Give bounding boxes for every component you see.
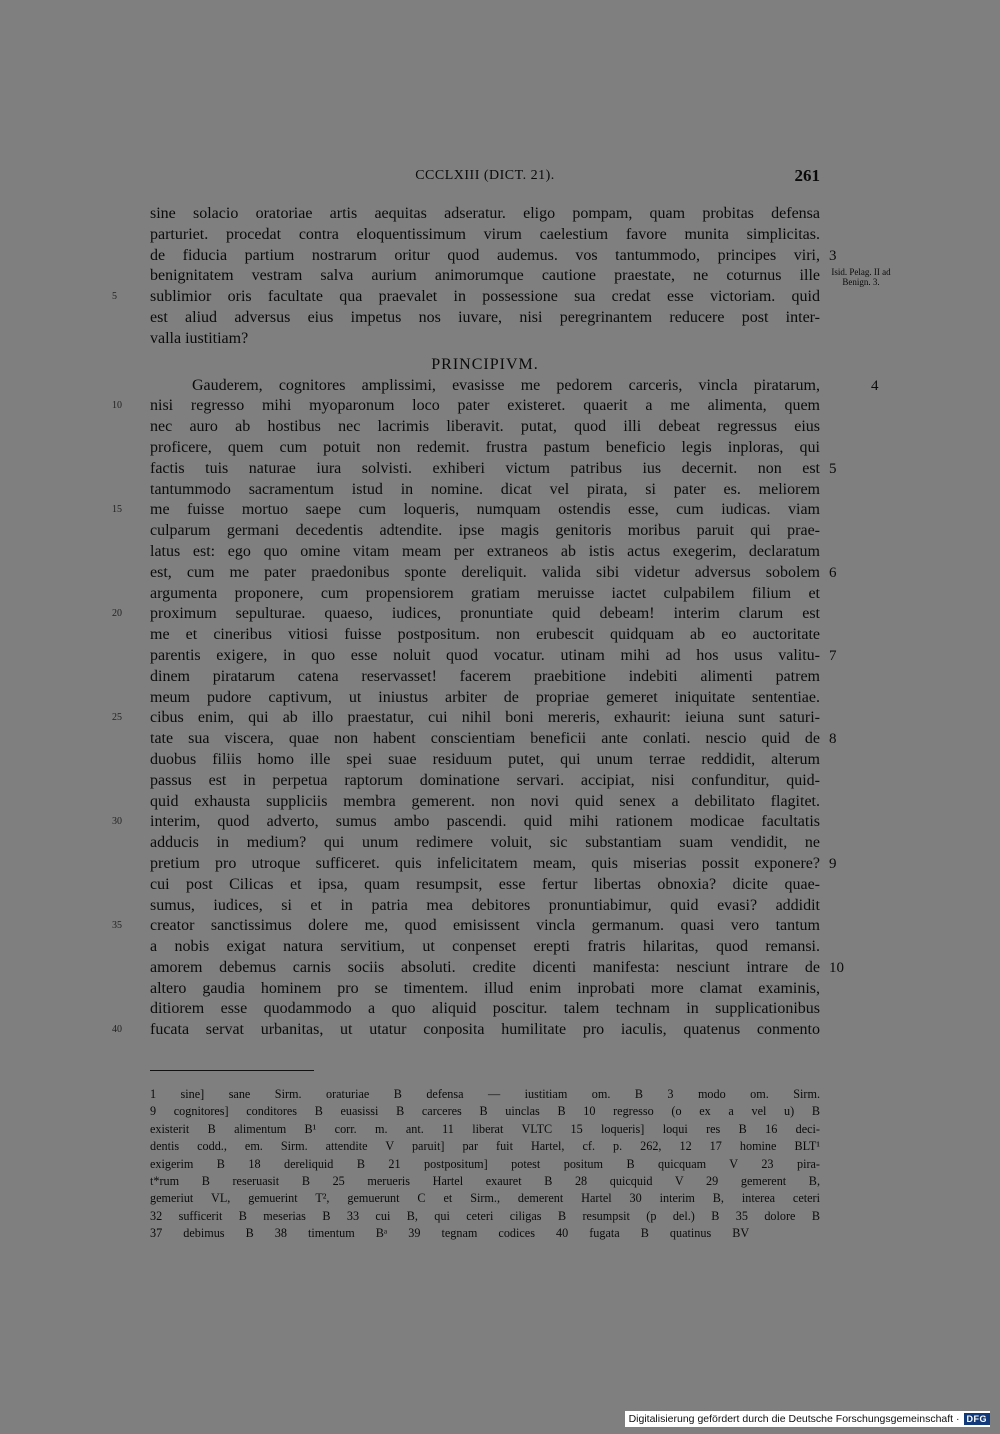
line-text: argumenta proponere, cum propensiorem gratiam meruisse iactet culpabilem filium et bbox=[150, 584, 820, 602]
text-line bbox=[150, 459, 837, 480]
text-line bbox=[150, 204, 820, 225]
section-number: 3 bbox=[829, 247, 837, 264]
apparatus-line: 9 cognitores] conditores B euasissi B carceres B uinclas B 10 regresso (o ex a vel u) B bbox=[150, 1104, 820, 1119]
footnote-rule bbox=[150, 1070, 314, 1071]
apparatus-line: exigerim B 18 dereliquid B 21 postpositum] potest positum B quicquam V 23 pira- bbox=[150, 1156, 820, 1171]
text-line bbox=[150, 792, 820, 813]
apparatus-line: 37 debimus B 38 timentum Bᵃ 39 tegnam codices 40 fugata B quatinus BV bbox=[150, 1226, 750, 1241]
line-text: me fuisse mortuo saepe cum loqueris, numquam ostendis esse, cum iudicas. viam bbox=[150, 501, 820, 519]
line-number: 25 bbox=[112, 712, 122, 724]
line-text: sine solacio oratoriae artis aequitas adseratur. eligo pompam, quam probitas defensa bbox=[150, 205, 820, 222]
apparatus-line: 32 sufficerit B meserias B 33 cui B, qui ceteri ciligas B resumpsit (p del.) B 35 dolore B bbox=[150, 1208, 820, 1223]
line-text: sumus, iudices, si et in patria mea debitores pronuntiabimur, quid evasi? addidit bbox=[150, 896, 820, 914]
apparatus-line: dentis codd., em. Sirm. attendite V paruit] par fuit Hartel, cf. p. 262, 12 17 homine BLT¹ bbox=[150, 1139, 820, 1154]
line-text: duobus filiis homo ille spei suae residuum putet, qui unum terrae reddidit, alterum bbox=[150, 750, 820, 768]
line-text: valla iustitiam? bbox=[150, 329, 249, 347]
text-line bbox=[150, 480, 820, 501]
line-text: tantummodo sacramentum istud in nomine. dicat vel pirata, si pater es. meliorem bbox=[150, 480, 820, 498]
text-line bbox=[150, 438, 820, 459]
section-number: 7 bbox=[829, 647, 837, 664]
page-number: 261 bbox=[794, 166, 820, 185]
text-line bbox=[150, 999, 820, 1020]
apparatus-line: 1 sine] sane Sirm. oraturiae B defensa — iustitiam om. B 3 modo om. Sirm. bbox=[150, 1087, 820, 1101]
line-text: proficere, quem cum potuit non redemit. frustra pastum beneficio legis inploras, qui bbox=[150, 438, 820, 456]
line-text: factis tuis naturae iura solvisti. exhiberi victum patribus ius decernit. non est bbox=[150, 459, 820, 477]
line-text: cibus enim, qui ab illo praestatur, cui nihil boni mereris, exhaurit: ieiuna sunt saturi- bbox=[150, 709, 820, 727]
text-line bbox=[150, 771, 820, 792]
line-text: benignitatem vestram salva aurium animorumque cautione praestate, ne coturnus ille bbox=[150, 267, 820, 285]
text-line bbox=[112, 604, 820, 625]
text-line bbox=[112, 708, 820, 729]
line-text: de fiducia partium nostrarum oritur quod audemus. vos tantummodo, principes viri, bbox=[150, 246, 820, 264]
text-line bbox=[150, 246, 837, 267]
text-line bbox=[112, 916, 820, 937]
text-line bbox=[150, 875, 820, 896]
apparatus-line: existerit B alimentum B¹ corr. m. ant. 11 liberat VLTC 15 loqueris] loqui res B 16 deci- bbox=[150, 1121, 820, 1136]
section-number: 5 bbox=[829, 460, 837, 477]
section-number: 4 bbox=[871, 377, 879, 394]
section-number: 8 bbox=[829, 731, 837, 748]
text-line bbox=[150, 376, 879, 397]
text-line bbox=[150, 417, 820, 438]
text-line bbox=[150, 329, 820, 350]
text-line bbox=[150, 521, 820, 542]
line-text: creator sanctissimus dolere me, quod emisissent vincla germanum. quasi vero tantum bbox=[150, 917, 820, 935]
section-number: 9 bbox=[829, 855, 837, 872]
critical-apparatus bbox=[150, 1086, 820, 1243]
line-text: altero gaudia hominem pro se timentem. illud enim inprobati more clamat examinis, bbox=[150, 979, 820, 997]
line-text: a nobis exigat natura servitium, ut conpenset erepti fratris hilaritas, quod remansi. bbox=[150, 938, 820, 956]
line-text: est aliud adversus eius impetus nos iuvare, nisi peregrinantem reducere post inter- bbox=[150, 308, 820, 326]
line-text: interim, quod adverto, sumus ambo pascendi. quid mihi rationem modicae facultatis bbox=[150, 813, 820, 831]
text-line bbox=[150, 667, 820, 688]
line-text: cui post Cilicas et ipsa, quam resumpsit, esse fertur libertas obnoxia? dicite quae- bbox=[150, 875, 820, 893]
text-line bbox=[150, 563, 837, 584]
text-line bbox=[150, 584, 820, 605]
section-number: 10 bbox=[829, 959, 844, 976]
line-text: dinem piratarum catena reservasset! facerem praebitione indebiti alimenti patrem bbox=[150, 667, 820, 685]
body-paragraph bbox=[112, 376, 879, 1042]
text-line bbox=[150, 646, 837, 667]
text-line bbox=[112, 1020, 820, 1041]
line-text: sublimior oris facultate qua praevalet in possessione sua credat esse victoriam. quid bbox=[150, 288, 820, 306]
line-text: proximum sepulturae. quaeso, iudices, pronuntiate quid debeam! interim clarum est bbox=[150, 605, 820, 623]
line-text: nisi regresso mihi myoparonum loco pater existeret. quaerit a me alimenta, quem bbox=[150, 397, 820, 415]
line-number: 40 bbox=[112, 1024, 122, 1036]
apparatus-line: gemeriut VL, gemuerint T², gemuerunt C et Sirm., demerent Hartel 30 interim B, interea ceteri bbox=[150, 1191, 820, 1206]
text-line bbox=[150, 225, 820, 246]
text-line bbox=[150, 896, 820, 917]
line-text: latus est: ego quo omine vitam meam per extraneos ab istis actus exegerim, declaratum bbox=[150, 542, 820, 560]
section-number: 6 bbox=[829, 564, 837, 581]
text-line bbox=[112, 500, 820, 521]
line-text: parturiet. procedat contra eloquentissimum virum caelestium favore munita simplicitas. bbox=[150, 225, 820, 243]
line-text: pretium pro utroque sufficeret. quis infelicitatem meam, quis miserias possit exponere? bbox=[150, 854, 820, 872]
line-number: 35 bbox=[112, 920, 122, 932]
line-text: culparum germani decedentis adtendite. ipse magis genitoris moribus paruit qui prae- bbox=[150, 522, 820, 540]
section-heading: PRINCIPIVM. bbox=[431, 355, 539, 373]
line-number: 5 bbox=[112, 291, 117, 303]
text-line bbox=[150, 833, 820, 854]
footer-text: Digitalisierung gefördert durch die Deutsche Forschungsgemeinschaft · bbox=[628, 1413, 960, 1425]
line-text: quid exhausta suppliciis membra gemerent. non novi quid senex a debilitato flagitet. bbox=[150, 792, 820, 810]
line-text: amorem debemus carnis sociis absoluti. credite dicenti manifesta: nesciunt intrare de bbox=[150, 958, 820, 976]
text-line bbox=[150, 308, 820, 329]
text-line bbox=[150, 750, 820, 771]
page-header bbox=[150, 168, 820, 192]
line-text: ditiorem esse quodammodo a quo aliquid poscitur. talem technam in supplicationibus bbox=[150, 1000, 820, 1018]
text-line bbox=[150, 958, 844, 979]
text-line bbox=[112, 396, 820, 417]
text-line bbox=[150, 688, 820, 709]
dfg-logo: DFG bbox=[964, 1413, 991, 1425]
line-text: me et cineribus vitiosi fuisse postpositum. non erubescit quidquam ab eo auctoritate bbox=[150, 626, 820, 644]
text-line bbox=[150, 979, 820, 1000]
line-number: 10 bbox=[112, 400, 122, 412]
text-line bbox=[150, 937, 820, 958]
line-text: adducis in medium? qui unum redimere voluit, sic substantiam suam vendidit, ne bbox=[150, 834, 820, 852]
line-text: est, cum me pater praedonibus sponte dereliquit. valida sibi videtur adversus sobolem bbox=[150, 563, 820, 581]
text-line bbox=[150, 729, 837, 750]
line-number: 20 bbox=[112, 608, 122, 620]
line-text: passus est in perpetua raptorum dominatione servari. accipiat, nisi confunditur, quid- bbox=[150, 771, 820, 789]
line-number: 15 bbox=[112, 504, 122, 516]
running-head: CCCLXIII (DICT. 21). bbox=[415, 168, 555, 183]
text-line bbox=[150, 625, 820, 646]
intro-paragraph bbox=[112, 204, 837, 350]
line-text: tate sua viscera, quae non habent conscientiam beneficii ante conlati. nescio quid de bbox=[150, 730, 820, 748]
line-text: meum pudore captivum, ut iniustus arbiter de propriae gemeret iniquitate sententiae. bbox=[150, 688, 820, 706]
marginal-reference: Isid. Pelag. II ad Benign. 3. bbox=[831, 267, 891, 287]
line-text: nec auro ab hostibus nec lacrimis liberavit. putat, quod illi debeat regressus eius bbox=[150, 418, 820, 436]
digitization-footer bbox=[625, 1411, 990, 1427]
text-line bbox=[150, 542, 820, 563]
line-text: parentis exigere, in quo esse noluit quod vocatur. utinam mihi ad hos usus valitu- bbox=[150, 646, 820, 664]
line-text: Gauderem, cognitores amplissimi, evasisse me pedorem carceris, vincla piratarum, bbox=[192, 376, 820, 394]
line-number: 30 bbox=[112, 816, 122, 828]
text-line bbox=[150, 854, 837, 875]
apparatus-line: t*rum B reseruasit B 25 merueris Hartel exauret B 28 quicquid V 29 gemerent B, bbox=[150, 1173, 820, 1188]
text-line bbox=[112, 812, 820, 833]
text-line bbox=[150, 266, 820, 287]
text-line bbox=[112, 287, 820, 308]
line-text: fucata servat urbanitas, ut utatur conposita humilitate pro iaculis, quatenus conmento bbox=[150, 1021, 820, 1039]
